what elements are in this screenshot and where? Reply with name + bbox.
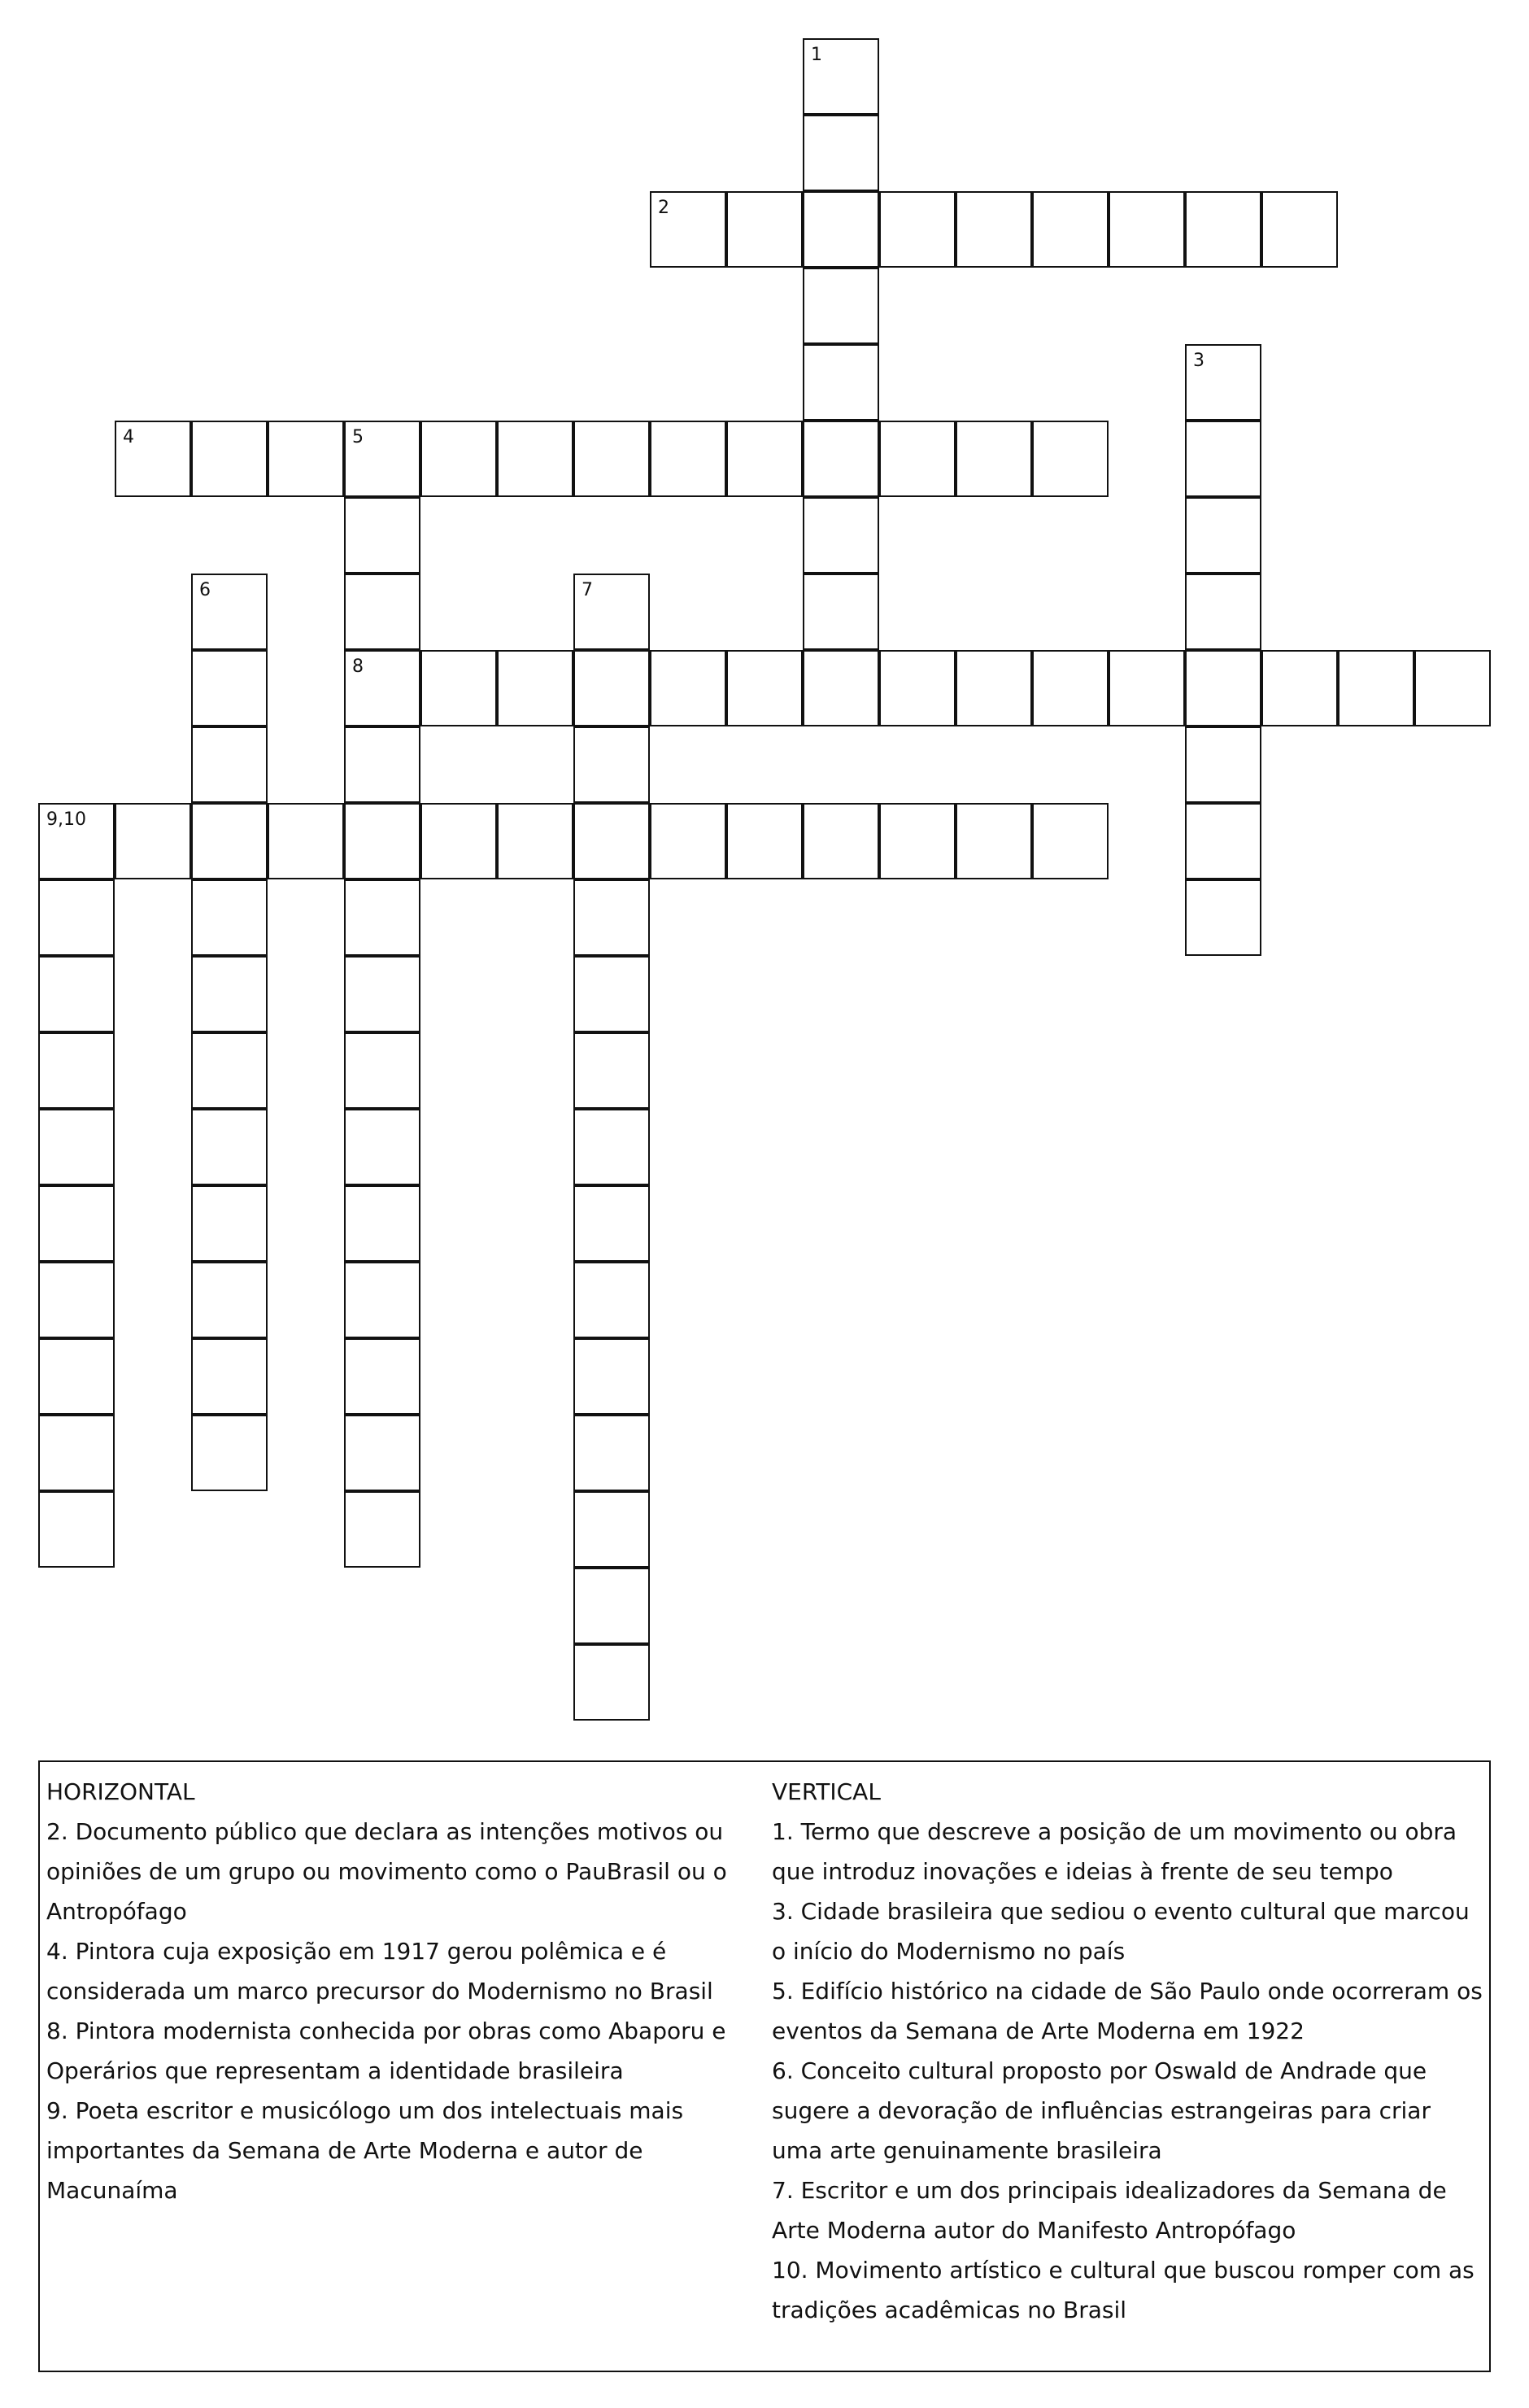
grid-cell[interactable] bbox=[344, 1262, 420, 1338]
grid-cell[interactable] bbox=[573, 1415, 650, 1491]
grid-cell[interactable] bbox=[726, 650, 803, 726]
clue-h2: 2. Documento público que declara as intenções motivos ou opiniões de um grupo ou movimento como o PauBrasil ou o Antropófago bbox=[46, 1818, 727, 1925]
grid-cell[interactable] bbox=[420, 803, 497, 879]
grid-cell[interactable] bbox=[573, 726, 650, 803]
grid-cell[interactable] bbox=[1185, 803, 1261, 879]
clue-v1: 1. Termo que descreve a posição de um movimento ou obra que introduz inovações e ideias à frente de seu tempo bbox=[772, 1818, 1457, 1885]
grid-cell[interactable] bbox=[38, 1262, 115, 1338]
grid-cell[interactable] bbox=[344, 879, 420, 956]
grid-cell[interactable] bbox=[573, 1568, 650, 1644]
grid-cell[interactable] bbox=[803, 191, 879, 268]
grid-cell[interactable] bbox=[38, 1338, 115, 1415]
grid-cell[interactable] bbox=[1032, 191, 1109, 268]
grid-cell[interactable] bbox=[344, 1415, 420, 1491]
grid-cell[interactable] bbox=[726, 421, 803, 497]
grid-cell[interactable] bbox=[344, 1338, 420, 1415]
grid-cell[interactable] bbox=[344, 1491, 420, 1568]
grid-cell[interactable] bbox=[191, 1109, 268, 1185]
grid-cell[interactable] bbox=[497, 803, 573, 879]
grid-cell[interactable] bbox=[803, 497, 879, 574]
grid-cell[interactable] bbox=[115, 803, 191, 879]
grid-cell[interactable] bbox=[803, 803, 879, 879]
grid-cell[interactable] bbox=[956, 191, 1032, 268]
grid-cell[interactable] bbox=[573, 1032, 650, 1109]
grid-cell[interactable] bbox=[38, 956, 115, 1032]
grid-cell[interactable] bbox=[344, 803, 420, 879]
grid-cell[interactable] bbox=[191, 879, 268, 956]
grid-cell[interactable] bbox=[1032, 803, 1109, 879]
grid-cell[interactable] bbox=[1261, 650, 1338, 726]
grid-cell[interactable] bbox=[1185, 574, 1261, 650]
grid-cell[interactable] bbox=[344, 956, 420, 1032]
grid-cell[interactable] bbox=[573, 1262, 650, 1338]
grid-cell[interactable] bbox=[1185, 191, 1261, 268]
grid-cell[interactable] bbox=[573, 1491, 650, 1568]
grid-cell[interactable] bbox=[1109, 650, 1185, 726]
clue-v7: 7. Escritor e um dos principais idealizadores da Semana de Arte Moderna autor do Manifesto Antropófago bbox=[772, 2177, 1447, 2244]
clue-number: 9,10 bbox=[46, 809, 86, 830]
clue-v6: 6. Conceito cultural proposto por Oswald de Andrade que sugere a devoração de influências estrangeiras para criar uma arte genuinamente brasileira bbox=[772, 2057, 1431, 2164]
grid-cell[interactable] bbox=[573, 650, 650, 726]
grid-cell[interactable] bbox=[1261, 191, 1338, 268]
grid-cell[interactable] bbox=[1185, 421, 1261, 497]
grid-cell[interactable] bbox=[726, 803, 803, 879]
grid-cell[interactable] bbox=[573, 1109, 650, 1185]
grid-cell[interactable] bbox=[879, 803, 956, 879]
grid-cell[interactable] bbox=[1032, 650, 1109, 726]
grid-cell[interactable] bbox=[879, 191, 956, 268]
grid-cell[interactable] bbox=[1185, 650, 1261, 726]
grid-cell[interactable] bbox=[497, 421, 573, 497]
clue-number: 8 bbox=[352, 657, 364, 677]
grid-cell[interactable] bbox=[803, 650, 879, 726]
grid-cell[interactable] bbox=[191, 1415, 268, 1491]
grid-cell[interactable] bbox=[573, 803, 650, 879]
clue-number: 5 bbox=[352, 427, 364, 447]
grid-cell[interactable] bbox=[420, 650, 497, 726]
grid-cell[interactable] bbox=[420, 421, 497, 497]
grid-cell[interactable] bbox=[344, 1185, 420, 1262]
clue-number: 1 bbox=[811, 45, 822, 65]
grid-cell[interactable] bbox=[573, 1644, 650, 1721]
clue-v3: 3. Cidade brasileira que sediou o evento cultural que marcou o início do Modernismo no país bbox=[772, 1898, 1470, 1965]
clue-number: 4 bbox=[123, 427, 134, 447]
grid-cell[interactable] bbox=[956, 803, 1032, 879]
grid-cell[interactable] bbox=[38, 1109, 115, 1185]
grid-cell[interactable] bbox=[803, 574, 879, 650]
grid-cell[interactable] bbox=[344, 574, 420, 650]
grid-cell[interactable] bbox=[650, 650, 726, 726]
clue-number: 7 bbox=[582, 580, 593, 600]
grid-cell[interactable] bbox=[38, 1491, 115, 1568]
grid-cell[interactable] bbox=[803, 421, 879, 497]
grid-cell[interactable] bbox=[268, 803, 344, 879]
grid-cell[interactable] bbox=[1185, 879, 1261, 956]
clue-number: 3 bbox=[1193, 351, 1204, 371]
grid-cell[interactable] bbox=[650, 421, 726, 497]
grid-cell[interactable] bbox=[650, 803, 726, 879]
horizontal-clues bbox=[46, 1772, 770, 2210]
grid-cell[interactable] bbox=[573, 956, 650, 1032]
grid-cell[interactable] bbox=[38, 879, 115, 956]
vertical-clues bbox=[772, 1772, 1488, 2330]
grid-cell[interactable] bbox=[191, 421, 268, 497]
grid-cell[interactable] bbox=[344, 497, 420, 574]
grid-cell[interactable] bbox=[344, 1109, 420, 1185]
grid-cell[interactable] bbox=[879, 650, 956, 726]
grid-cell[interactable] bbox=[191, 1185, 268, 1262]
grid-cell[interactable] bbox=[573, 1185, 650, 1262]
grid-cell[interactable] bbox=[191, 1032, 268, 1109]
grid-cell[interactable] bbox=[497, 650, 573, 726]
clue-number: 2 bbox=[658, 198, 669, 218]
grid-cell[interactable] bbox=[191, 650, 268, 726]
grid-cell[interactable] bbox=[38, 1185, 115, 1262]
clues-box bbox=[38, 1760, 1491, 2372]
grid-cell[interactable] bbox=[956, 650, 1032, 726]
grid-cell[interactable] bbox=[573, 1338, 650, 1415]
grid-cell[interactable] bbox=[191, 726, 268, 803]
grid-cell[interactable] bbox=[191, 1338, 268, 1415]
vertical-heading: VERTICAL bbox=[772, 1778, 881, 1805]
grid-cell[interactable] bbox=[879, 421, 956, 497]
clue-v5: 5. Edifício histórico na cidade de São Paulo onde ocorreram os eventos da Semana de Arte Moderna em 1922 bbox=[772, 1978, 1483, 2044]
grid-cell[interactable] bbox=[268, 421, 344, 497]
clue-number: 6 bbox=[199, 580, 211, 600]
grid-cell[interactable] bbox=[1185, 497, 1261, 574]
horizontal-heading: HORIZONTAL bbox=[46, 1778, 195, 1805]
grid-cell[interactable] bbox=[573, 421, 650, 497]
grid-cell[interactable] bbox=[803, 115, 879, 191]
grid-cell[interactable] bbox=[38, 1032, 115, 1109]
grid-cell[interactable] bbox=[344, 1032, 420, 1109]
grid-cell[interactable] bbox=[573, 879, 650, 956]
grid-cell[interactable] bbox=[1414, 650, 1491, 726]
grid-cell[interactable] bbox=[191, 1262, 268, 1338]
clue-h8: 8. Pintora modernista conhecida por obras como Abaporu e Operários que representam a identidade brasileira bbox=[46, 2018, 726, 2084]
grid-cell[interactable] bbox=[803, 344, 879, 421]
grid-cell[interactable] bbox=[191, 956, 268, 1032]
grid-cell[interactable] bbox=[1338, 650, 1414, 726]
grid-cell[interactable] bbox=[1109, 191, 1185, 268]
grid-cell[interactable] bbox=[344, 726, 420, 803]
grid-cell[interactable] bbox=[726, 191, 803, 268]
grid-cell[interactable] bbox=[191, 803, 268, 879]
grid-cell[interactable] bbox=[1032, 421, 1109, 497]
grid-cell[interactable] bbox=[1185, 726, 1261, 803]
clue-h4: 4. Pintora cuja exposição em 1917 gerou polêmica e é considerada um marco precursor do Modernismo no Brasil bbox=[46, 1938, 713, 2004]
grid-cell[interactable] bbox=[38, 1415, 115, 1491]
grid-cell[interactable] bbox=[803, 268, 879, 344]
clue-h9: 9. Poeta escritor e musicólogo um dos intelectuais mais importantes da Semana de Arte Moderna e autor de Macunaíma bbox=[46, 2097, 684, 2204]
clue-v10: 10. Movimento artístico e cultural que buscou romper com as tradições acadêmicas no Brasil bbox=[772, 2257, 1475, 2323]
grid-cell[interactable] bbox=[956, 421, 1032, 497]
